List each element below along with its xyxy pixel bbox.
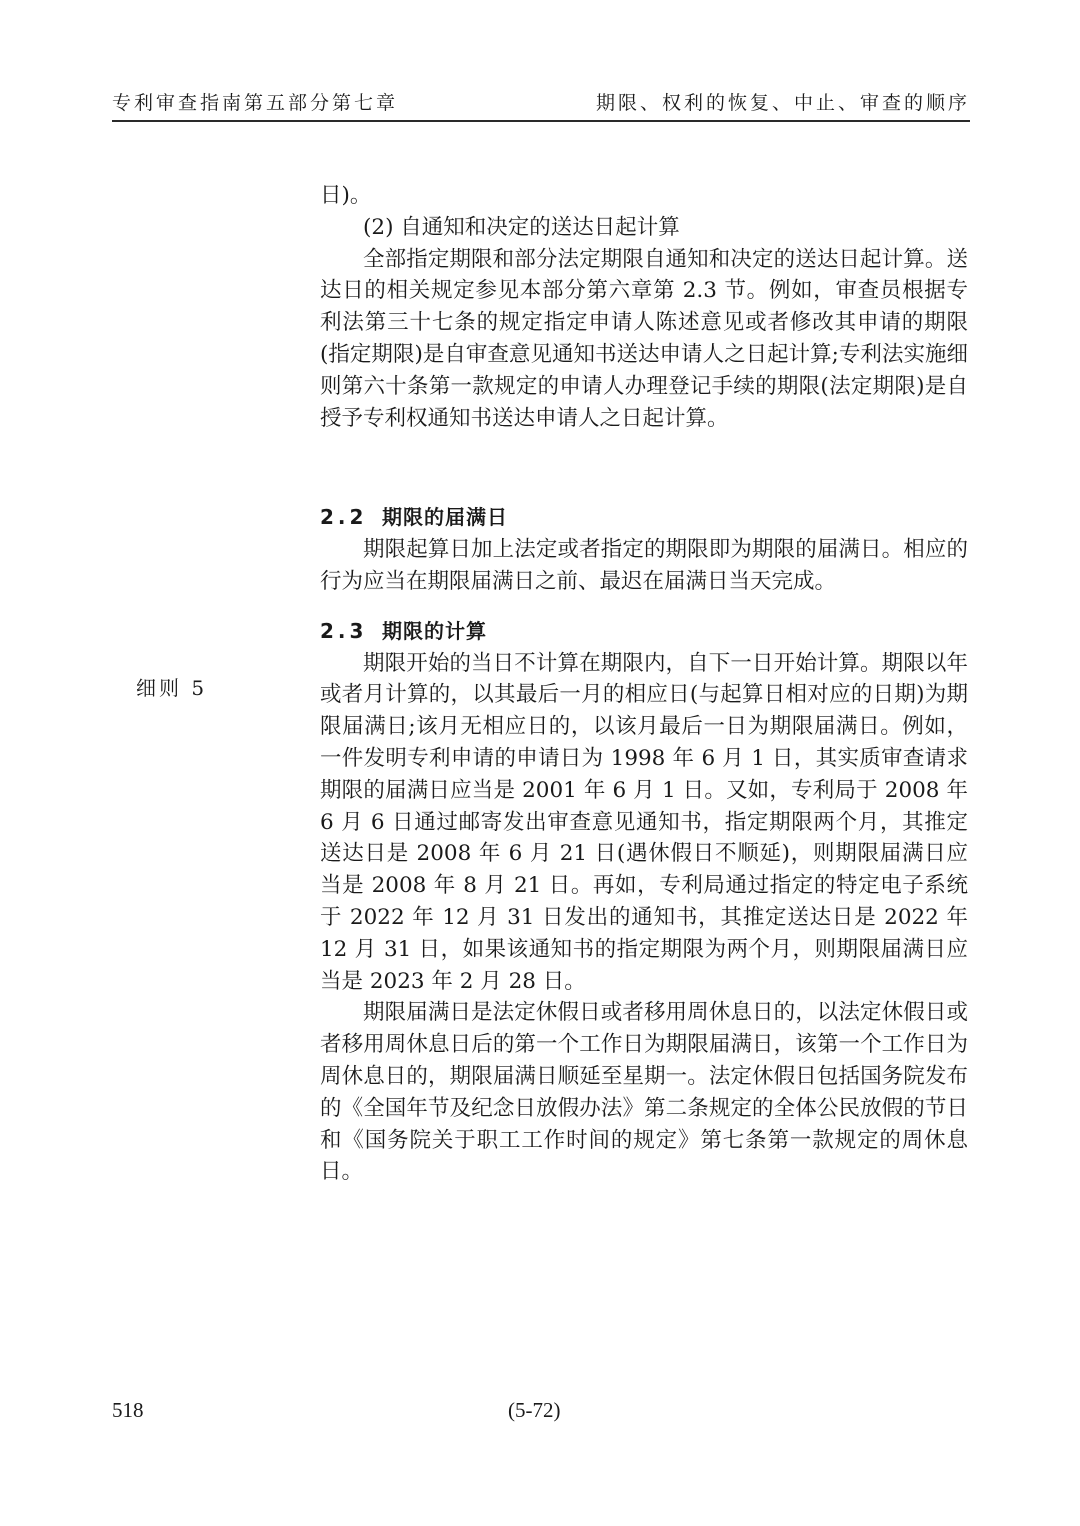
continued-text-line: 日)。 <box>320 183 372 208</box>
header-chapter-title: 专利审查指南第五部分第七章 <box>112 92 399 114</box>
page-number: 518 <box>112 1398 144 1422</box>
section-heading-2-2 <box>320 502 968 534</box>
paragraph-expiry-date: 期限起算日加上法定或者指定的期限即为期限的届满日。相应的行为应当在期限届满日之前、最迟在届满日当天完成。 <box>320 537 968 594</box>
paragraph-holiday-extension: 期限届满日是法定休假日或者移用周休息日的，以法定休假日或者移用周休息日后的第一个工作日为期限届满日，该第一个工作日为周休息日的，期限届满日顺延至星期一。法定休假日包括国务院发布的《全国年节及纪念日放假办法》第二条规定的全体公民放假的节日和《国务院关于职工工作时间的规定》第七条第一款规定的周休息日。 <box>320 1000 968 1185</box>
header-topic-title: 期限、权利的恢复、中止、审查的顺序 <box>595 92 970 114</box>
subheading-delivery-date: (2) 自通知和决定的送达日起计算 <box>363 214 680 240</box>
main-body <box>320 180 968 1188</box>
section-title-2-2: 期限的届满日 <box>382 505 508 530</box>
section-number-2-3: 2.3 <box>320 618 368 643</box>
section-gap <box>320 434 968 502</box>
paragraph-period-calculation: 期限开始的当日不计算在期限内，自下一日开始计算。期限以年或者月计算的，以其最后一月的相应日(与起算日相对应的日期)为期限届满日;该月无相应日的，以该月最后一日为期限届满日。例如，一件发明专利申请的申请日为 1998 年 6 月 1 日，其实质审查请求期限的届满日应当是 2001 年 6 月 1 日。又如，专利局于 2008 年 6 月 6 日通过邮寄发出审查意见通知书，指定期限两个月，其推定送达日是 2008 年 6 月 21 日(遇休假日不顺延)，则期限届满日应当是 2008 年 8 月 21 日。再如，专利局通过指定的特定电子系统于 2022 年 12 月 31 日发出的通知书，其推定送达日是 2022 年 12 月 31 日，如果该通知书的指定期限为两个月，则期限届满日应当是 2023 年 2 月 28 日。 <box>320 650 968 994</box>
section-heading-2-3 <box>320 616 968 648</box>
section-page-reference: (5-72) <box>508 1398 561 1422</box>
page-header <box>112 84 970 122</box>
paragraph-delivery-date: 全部指定期限和部分法定期限自通知和决定的送达日起计算。送达日的相关规定参见本部分第六章第 2.3 节。例如，审查员根据专利法第三十七条的规定指定申请人陈述意见或者修改其申请的期限(指定期限)是自审查意见通知书送达申请人之日起计算;专利法实施细则第六十条第一款规定的申请人办理登记手续的期限(法定期限)是自授予专利权通知书送达申请人之日起计算。 <box>320 246 968 431</box>
margin-note-rule-reference: 细则 5 <box>136 676 208 700</box>
section-gap <box>320 598 968 616</box>
section-title-2-3: 期限的计算 <box>382 618 487 643</box>
section-number-2-2: 2.2 <box>320 505 368 530</box>
